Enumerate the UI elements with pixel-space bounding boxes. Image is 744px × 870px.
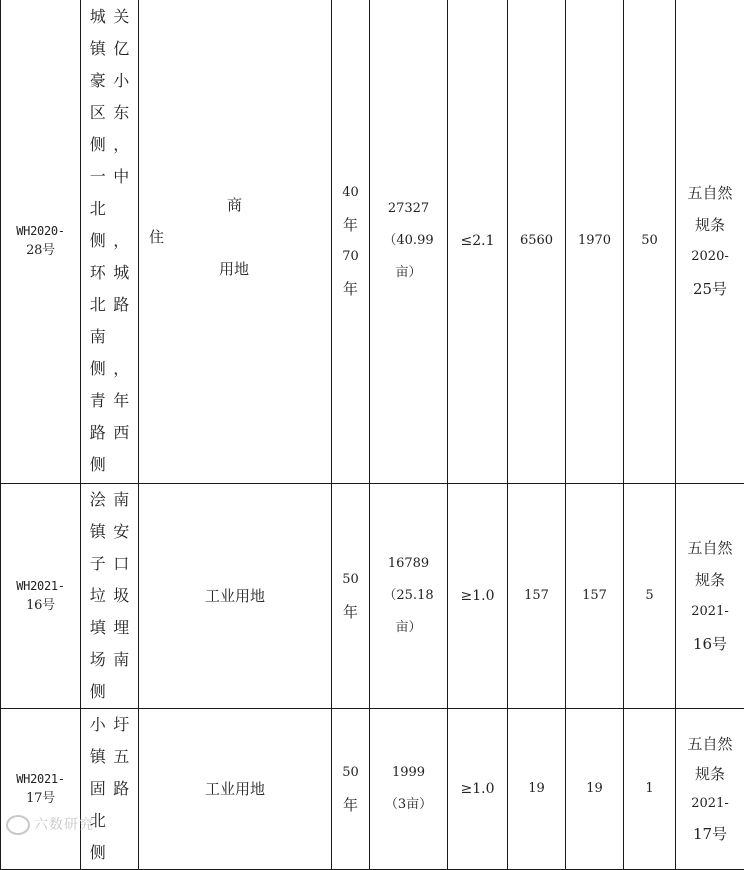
area-cell: 27327 （40.99 亩）	[370, 0, 448, 483]
term-cell: 50 年	[332, 483, 370, 708]
land-use-part: 住	[149, 227, 164, 247]
location-char: 环	[87, 257, 109, 289]
location-char: 填	[87, 612, 109, 644]
value-cell-2: 1970	[566, 0, 624, 483]
location-cell	[81, 483, 139, 708]
location-char: 南	[111, 484, 133, 516]
location-char: 路	[87, 417, 109, 449]
location-char: 子	[87, 548, 109, 580]
location-char: 北	[87, 289, 109, 321]
location-char: 中	[111, 161, 133, 193]
location-char: 路	[111, 289, 133, 321]
location-char: 豪	[87, 65, 109, 97]
land-use-part: 用地	[219, 259, 249, 279]
location-char: 路	[111, 773, 133, 805]
location-char: 埋	[111, 612, 133, 644]
value-cell-2: 19	[566, 708, 624, 869]
location-char: 年	[111, 385, 133, 417]
location-char	[111, 449, 133, 481]
location-char	[111, 321, 133, 353]
value-cell-1: 6560	[508, 0, 566, 483]
term-cell: 50 年	[332, 708, 370, 869]
value-cell-3: 5	[624, 483, 676, 708]
value-cell-3: 50	[624, 0, 676, 483]
table-row	[1, 708, 744, 869]
location-char: 侧	[87, 225, 109, 257]
location-cell	[81, 0, 139, 483]
value-cell-2: 157	[566, 483, 624, 708]
land-use-cell: 工业用地	[139, 708, 332, 869]
reference-cell: 五自然 规条 2021- 16号	[676, 483, 744, 708]
location-char: 南	[87, 321, 109, 353]
location-char: 垃	[87, 580, 109, 612]
location-char: 安	[111, 516, 133, 548]
plot-ratio-cell: ≤2.1	[448, 0, 508, 483]
reference-cell: 五自然 规条 2021- 17号	[676, 708, 744, 869]
location-char: 北	[87, 193, 109, 225]
location-char: 侧	[87, 353, 109, 385]
land-use-cell	[139, 0, 332, 483]
location-char: 侧	[87, 449, 109, 481]
location-char: 场	[87, 644, 109, 676]
location-char: 镇	[87, 33, 109, 65]
location-char: 南	[111, 644, 133, 676]
location-char: 青	[87, 385, 109, 417]
location-char: ，	[111, 129, 133, 161]
location-char: 城	[87, 1, 109, 33]
location-char: ，	[111, 225, 133, 257]
watermark: 六数研究	[6, 814, 94, 835]
reference-cell: 五自然 规条 2020- 25号	[676, 0, 744, 483]
land-use-part: 商	[227, 195, 242, 215]
plot-ratio-cell: ≥1.0	[448, 708, 508, 869]
area-cell: 1999 （3亩）	[370, 708, 448, 869]
location-char: ，	[111, 353, 133, 385]
location-char: 圩	[111, 709, 133, 741]
location-char: 五	[111, 741, 133, 773]
value-cell-1: 157	[508, 483, 566, 708]
location-char: 小	[87, 709, 109, 741]
location-char: 西	[111, 417, 133, 449]
location-char: 侧	[87, 676, 109, 708]
location-char: 城	[111, 257, 133, 289]
location-char: 镇	[87, 516, 109, 548]
location-char: 侧	[87, 129, 109, 161]
table-row	[1, 483, 744, 708]
watermark-logo-icon	[6, 815, 30, 835]
land-use-cell: 工业用地	[139, 483, 332, 708]
location-char: 镇	[87, 741, 109, 773]
location-char: 固	[87, 773, 109, 805]
location-char: 浍	[87, 484, 109, 516]
value-cell-3: 1	[624, 708, 676, 869]
location-char: 区	[87, 97, 109, 129]
table-row	[1, 0, 744, 483]
term-cell: 40 年 70 年	[332, 0, 370, 483]
value-cell-1: 19	[508, 708, 566, 869]
location-char	[111, 193, 133, 225]
parcel-id-cell: WH2021- 17号	[1, 708, 81, 869]
location-char: 关	[111, 1, 133, 33]
location-cell	[81, 708, 139, 869]
location-char: 口	[111, 548, 133, 580]
area-cell: 16789 （25.18 亩）	[370, 483, 448, 708]
location-char: 亿	[111, 33, 133, 65]
plot-ratio-cell: ≥1.0	[448, 483, 508, 708]
parcel-id-cell: WH2020- 28号	[1, 0, 81, 483]
location-char: 小	[111, 65, 133, 97]
parcel-id-cell: WH2021- 16号	[1, 483, 81, 708]
location-char	[111, 676, 133, 708]
location-char: 圾	[111, 580, 133, 612]
location-char: 东	[111, 97, 133, 129]
location-char: 北侧	[87, 805, 109, 869]
location-char	[111, 805, 133, 869]
location-char: 一	[87, 161, 109, 193]
